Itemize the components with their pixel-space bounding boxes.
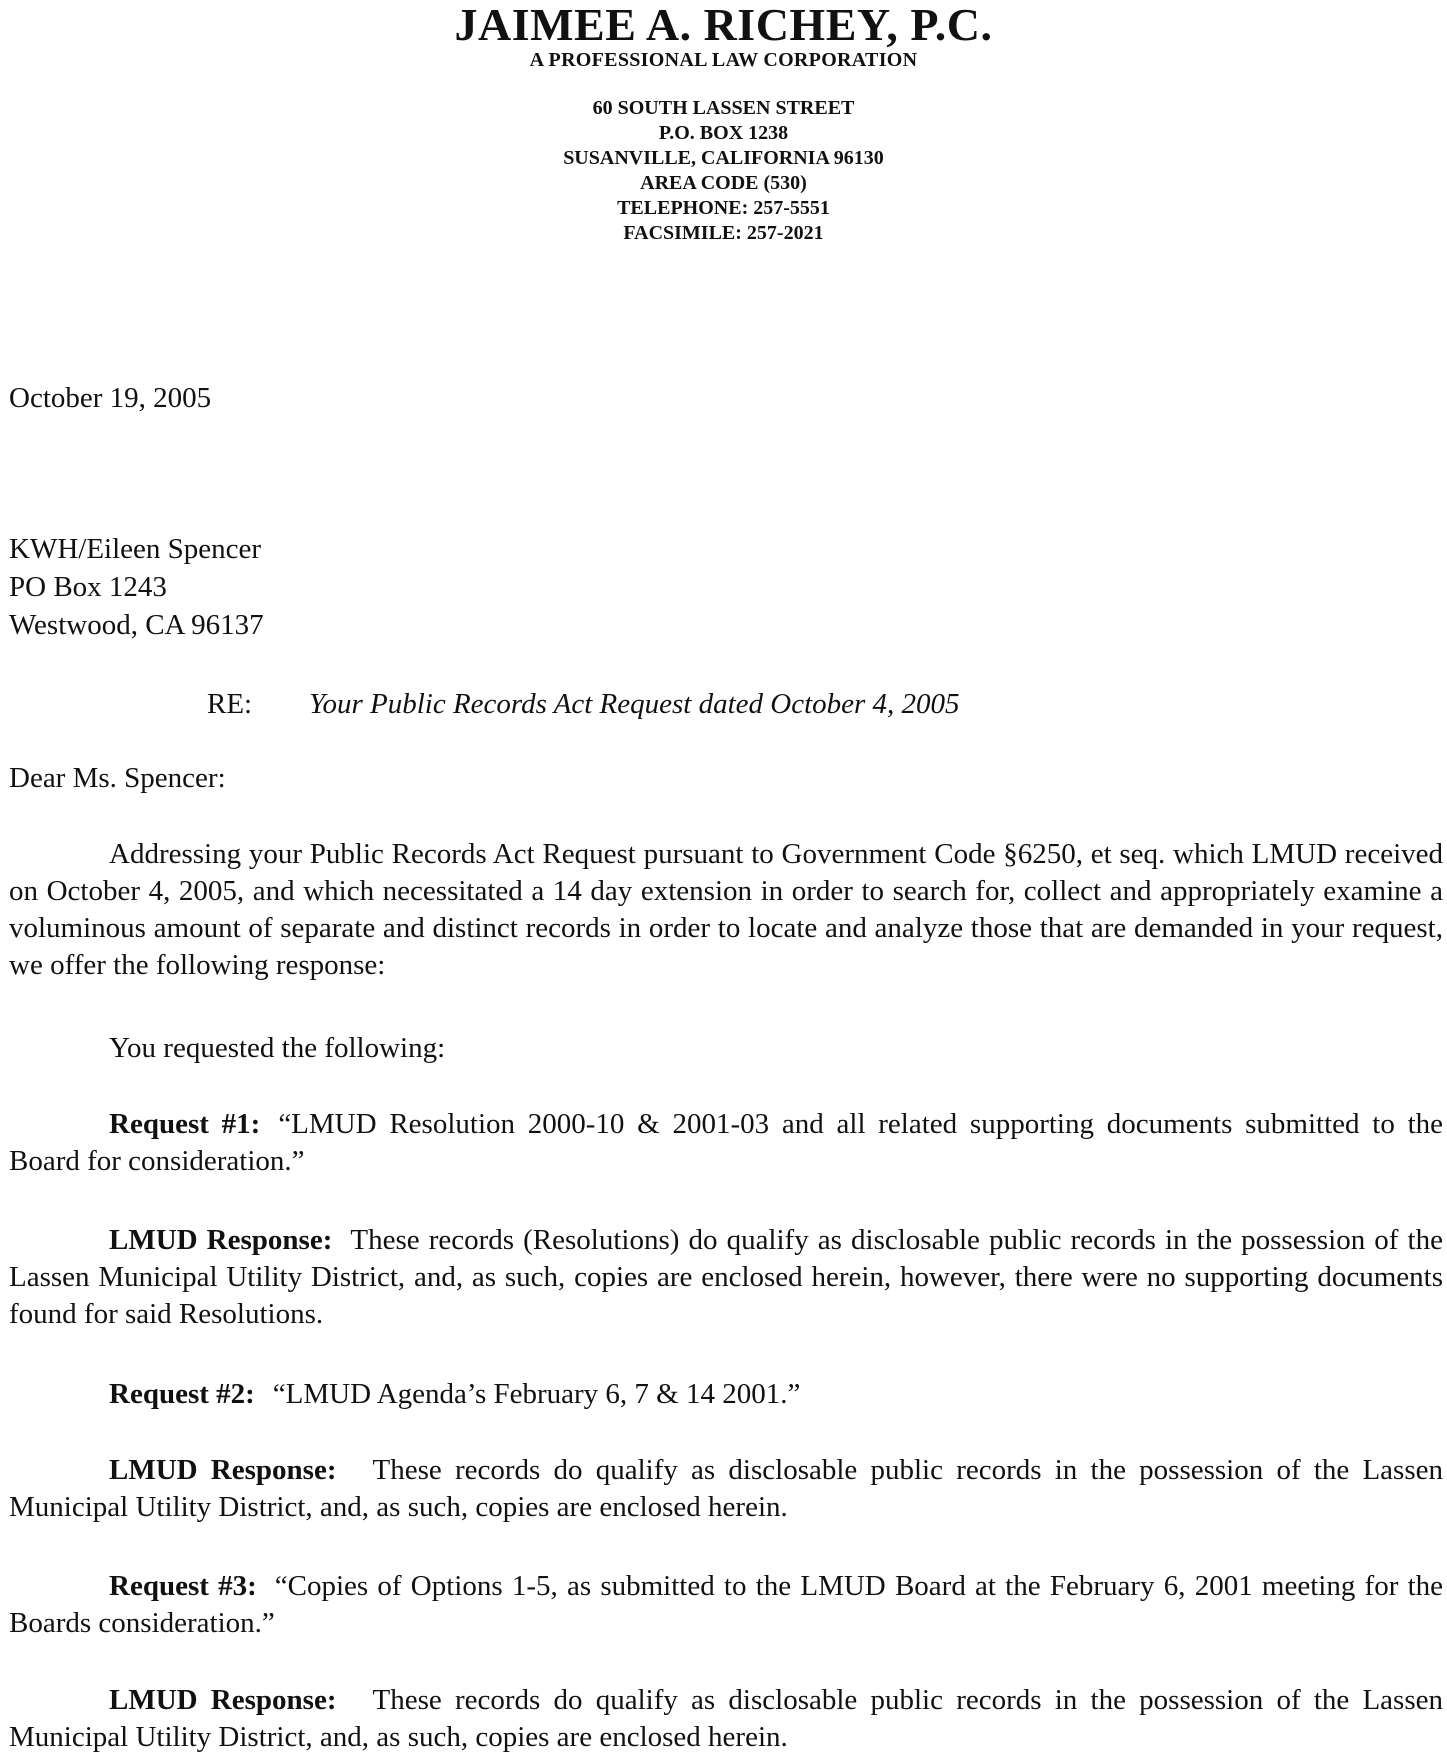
- response-2-label: LMUD Response:: [109, 1454, 337, 1486]
- letter-date: October 19, 2005: [9, 382, 212, 414]
- recipient-name: KWH/Eileen Spencer: [9, 533, 262, 565]
- address-telephone: TELEPHONE: 257-5551: [617, 197, 830, 219]
- request-2-text: “LMUD Agenda’s February 6, 7 & 14 2001.”: [272, 1378, 801, 1410]
- response-1-label: LMUD Response:: [109, 1224, 333, 1256]
- request-3-paragraph: [9, 1568, 1443, 1642]
- request-1-label: Request #1:: [109, 1108, 261, 1140]
- salutation: Dear Ms. Spencer:: [9, 762, 226, 794]
- address-area-code: AREA CODE (530): [640, 172, 807, 194]
- response-3-text: These records do qualify as disclosable public records in the possession of the Lassen Municipal Utility District, and, as such, copies are enclosed herein.: [9, 1684, 1443, 1753]
- response-2-text: These records do qualify as disclosable public records in the possession of the Lassen Municipal Utility District, and, as such, copies are enclosed herein.: [9, 1454, 1443, 1523]
- response-3-paragraph: [9, 1682, 1443, 1756]
- re-line: [207, 686, 960, 723]
- address-city: SUSANVILLE, CALIFORNIA 96130: [563, 147, 884, 169]
- re-subject: Your Public Records Act Request dated October 4, 2005: [309, 688, 960, 720]
- recipient-po-box: PO Box 1243: [9, 571, 167, 603]
- request-3-label: Request #3:: [109, 1570, 257, 1602]
- request-3-text: “Copies of Options 1-5, as submitted to the LMUD Board at the February 6, 2001 meeting for the Boards consideration.”: [9, 1570, 1443, 1639]
- request-2-label: Request #2:: [109, 1378, 255, 1410]
- firm-name: JAIMEE A. RICHEY, P.C.: [454, 0, 993, 50]
- request-2-paragraph: [9, 1376, 1443, 1413]
- recipient-address: [9, 530, 264, 644]
- request-1-text: “LMUD Resolution 2000-10 & 2001-03 and all related supporting documents submitted to the Board for consideration.”: [9, 1108, 1444, 1177]
- firm-address: [0, 96, 1447, 246]
- response-1-text: These records (Resolutions) do qualify as disclosable public records in the possession of the Lassen Municipal Utility District, and, as such, copies are enclosed herein, however, there were no supporting documents found for said Resolutions.: [9, 1224, 1443, 1330]
- address-street: 60 SOUTH LASSEN STREET: [592, 97, 855, 119]
- recipient-city: Westwood, CA 96137: [9, 609, 264, 641]
- requested-paragraph: You requested the following:: [109, 1032, 446, 1064]
- response-3-label: LMUD Response:: [109, 1684, 337, 1716]
- request-1-paragraph: [9, 1106, 1443, 1180]
- re-label: RE:: [207, 688, 253, 720]
- response-2-paragraph: [9, 1452, 1443, 1526]
- address-facsimile: FACSIMILE: 257-2021: [623, 222, 824, 244]
- firm-subtitle: A PROFESSIONAL LAW CORPORATION: [529, 49, 918, 71]
- response-1-paragraph: [9, 1222, 1443, 1333]
- intro-paragraph: Addressing your Public Records Act Request pursuant to Government Code §6250, et seq. which LMUD received on October 4, 2005, and which necessitated a 14 day extension in order to search for, collect and appropriately examine a voluminous amount of separate and distinct records in order to locate and analyze those that are demanded in your request, we offer the following response:: [9, 838, 1443, 981]
- address-po-box: P.O. BOX 1238: [658, 122, 789, 144]
